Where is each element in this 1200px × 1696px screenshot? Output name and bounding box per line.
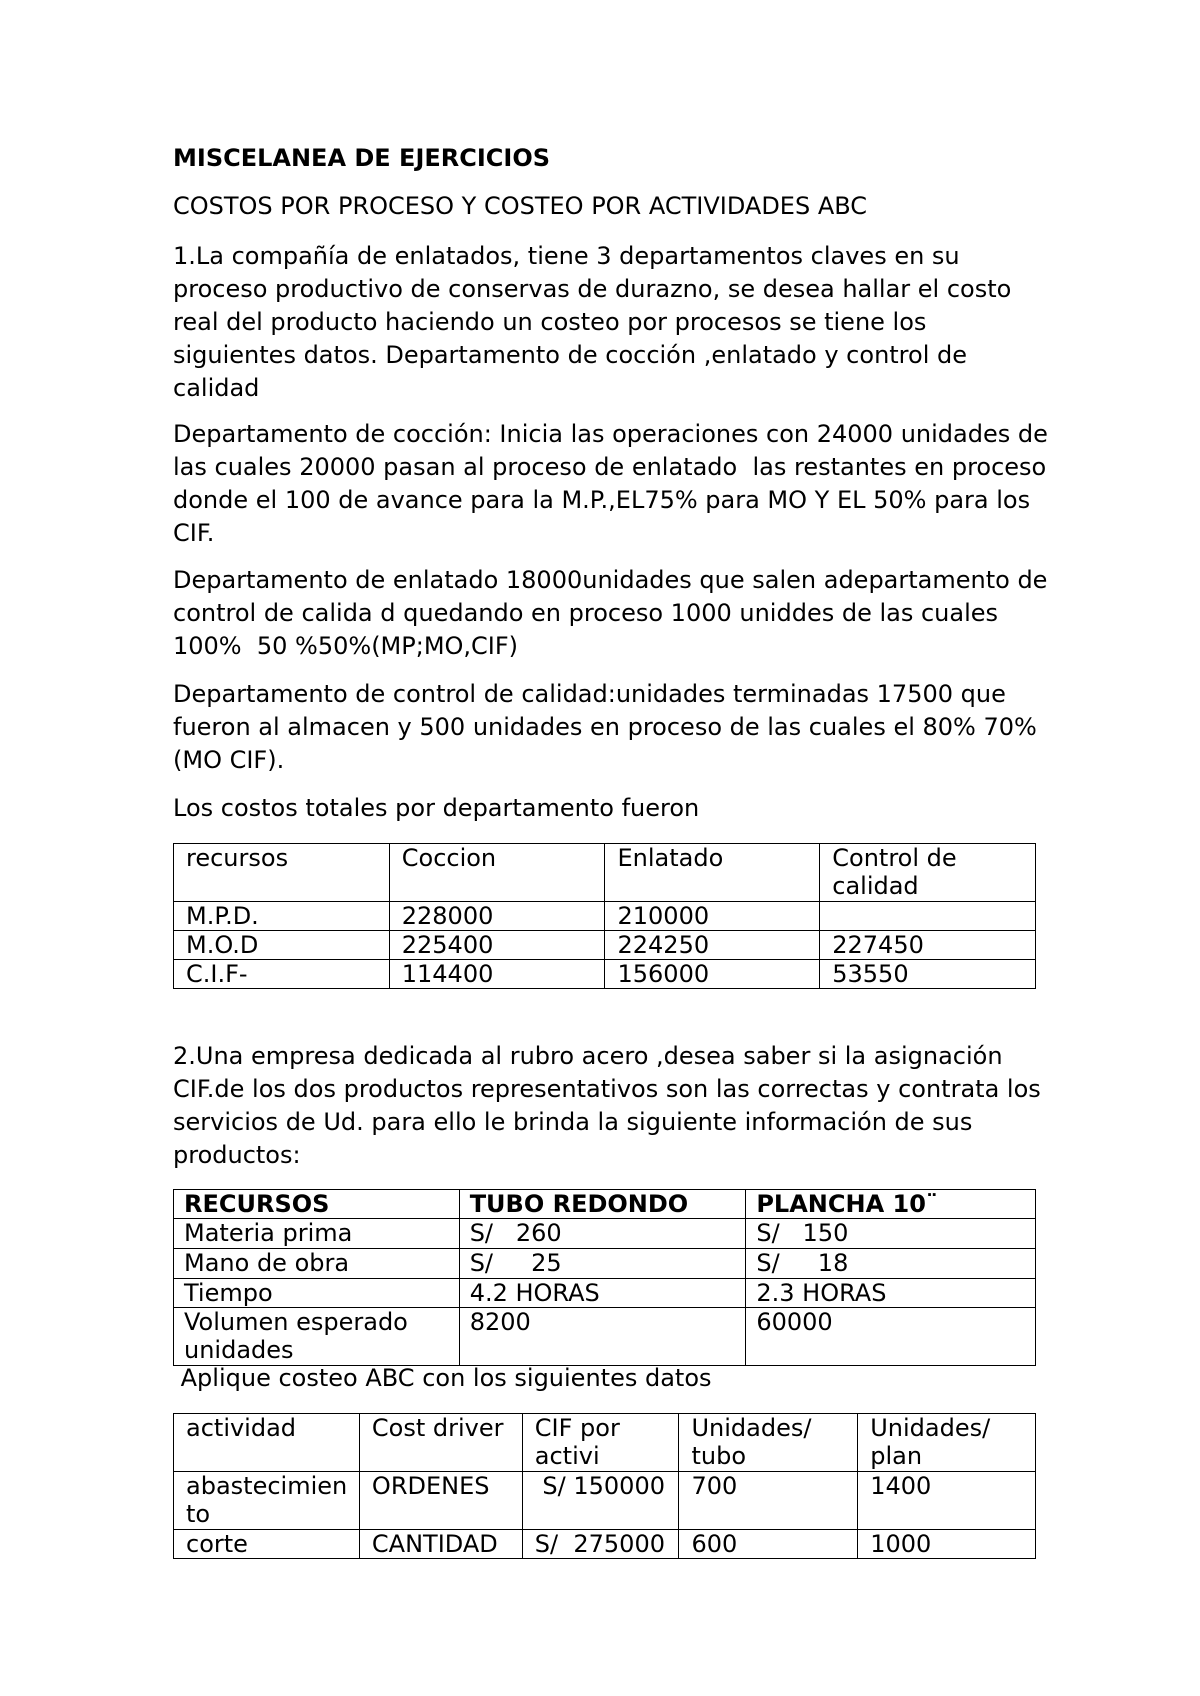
enlatado-paragraph: Departamento de enlatado 18000unidades que salen adepartamento de control de calida d quedando en proceso 1000 uniddes de las cuales 100% 50 %50%(MP;MO,CIF) — [173, 566, 1056, 660]
table-header-cell: RECURSOS — [174, 1190, 460, 1219]
recursos-productos-table — [173, 1189, 1036, 1366]
table-row — [174, 1308, 1036, 1366]
costos-departamento-table — [173, 843, 1036, 989]
table-header-cell: Control de calidad — [820, 844, 1036, 902]
table-cell: 2.3 HORAS — [746, 1279, 1036, 1308]
table-cell: 210000 — [605, 902, 820, 931]
table-cell: 53550 — [820, 960, 1036, 989]
table-cell: Tiempo — [174, 1279, 460, 1308]
table-header-cell: Coccion — [389, 844, 605, 902]
table-cell: ORDENES — [359, 1472, 522, 1530]
table-cell: 60000 — [746, 1308, 1036, 1366]
table-header-cell: CIF por activi — [522, 1414, 679, 1472]
table-cell: CANTIDAD — [359, 1530, 522, 1559]
table-cell: 224250 — [605, 931, 820, 960]
table-cell: S/ 260 — [459, 1219, 746, 1249]
table-cell: M.P.D. — [174, 902, 390, 931]
table-cell: S/ 18 — [746, 1249, 1036, 1279]
table-row — [174, 1249, 1036, 1279]
table-row — [174, 931, 1036, 960]
table-header-cell: Cost driver — [359, 1414, 522, 1472]
table-header-cell: Unidades/ tubo — [679, 1414, 858, 1472]
table-header-cell: PLANCHA 10¨ — [746, 1190, 1036, 1219]
table-header-cell: TUBO REDONDO — [459, 1190, 746, 1219]
table-row — [174, 902, 1036, 931]
table-cell: S/ 150 — [746, 1219, 1036, 1249]
abc-caption: Aplique costeo ABC con los siguientes datos — [173, 1364, 712, 1392]
table-header-cell: recursos — [174, 844, 390, 902]
costeo-abc-table — [173, 1413, 1036, 1559]
table-cell: 600 — [679, 1530, 858, 1559]
exercise-1-intro: 1.La compañía de enlatados, tiene 3 departamentos claves en su proceso productivo de conservas de durazno, se desea hallar el costo real del producto haciendo un costeo por procesos se tiene los siguientes datos. Departamento de cocción ,enlatado y control de calidad — [173, 242, 1019, 402]
table-row — [174, 1530, 1036, 1559]
table-cell: Mano de obra — [174, 1249, 460, 1279]
table-row — [174, 1472, 1036, 1530]
table-header-row — [174, 1190, 1036, 1219]
table-cell: M.O.D — [174, 931, 390, 960]
table-row — [174, 960, 1036, 989]
table-cell: C.I.F- — [174, 960, 390, 989]
table-header-cell: Enlatado — [605, 844, 820, 902]
table-cell: S/ 25 — [459, 1249, 746, 1279]
table-cell: 1400 — [858, 1472, 1036, 1530]
table-header-cell: actividad — [174, 1414, 360, 1472]
coccion-paragraph: Departamento de cocción: Inicia las operaciones con 24000 unidades de las cuales 20000 pasan al proceso de enlatado las restantes en proceso donde el 100 de avance para la M.P.,EL75% para MO Y EL 50% para los CIF. — [173, 420, 1056, 547]
table-cell: 156000 — [605, 960, 820, 989]
table-cell: abastecimien to — [174, 1472, 360, 1530]
table-cell: 700 — [679, 1472, 858, 1530]
table-cell: 225400 — [389, 931, 605, 960]
control-calidad-paragraph: Departamento de control de calidad:unidades terminadas 17500 que fueron al almacen y 500 unidades en proceso de las cuales el 80% 70% (MO CIF). — [173, 680, 1045, 774]
table-cell — [820, 902, 1036, 931]
table-cell: S/ 275000 — [522, 1530, 679, 1559]
table-cell: 228000 — [389, 902, 605, 931]
table-cell: 4.2 HORAS — [459, 1279, 746, 1308]
document-subtitle: COSTOS POR PROCESO Y COSTEO POR ACTIVIDADES ABC — [173, 192, 868, 220]
exercise-2-intro: 2.Una empresa dedicada al rubro acero ,desea saber si la asignación CIF.de los dos productos representativos son las correctas y contrata los servicios de Ud. para ello le brinda la siguiente información de sus productos: — [173, 1042, 1049, 1169]
table-header-cell: Unidades/ plan — [858, 1414, 1036, 1472]
table-cell: 1000 — [858, 1530, 1036, 1559]
table-cell: 227450 — [820, 931, 1036, 960]
table-cell: 8200 — [459, 1308, 746, 1366]
table-cell: S/ 150000 — [522, 1472, 679, 1530]
table-cell: 114400 — [389, 960, 605, 989]
table-header-row — [174, 1414, 1036, 1472]
document-title: MISCELANEA DE EJERCICIOS — [173, 144, 551, 172]
table-cell: Volumen esperado unidades — [174, 1308, 460, 1366]
table-row — [174, 1219, 1036, 1249]
table-cell: Materia prima — [174, 1219, 460, 1249]
table-cell: corte — [174, 1530, 360, 1559]
costos-totales-caption: Los costos totales por departamento fueron — [173, 794, 700, 822]
table-header-row — [174, 844, 1036, 902]
table-row — [174, 1279, 1036, 1308]
